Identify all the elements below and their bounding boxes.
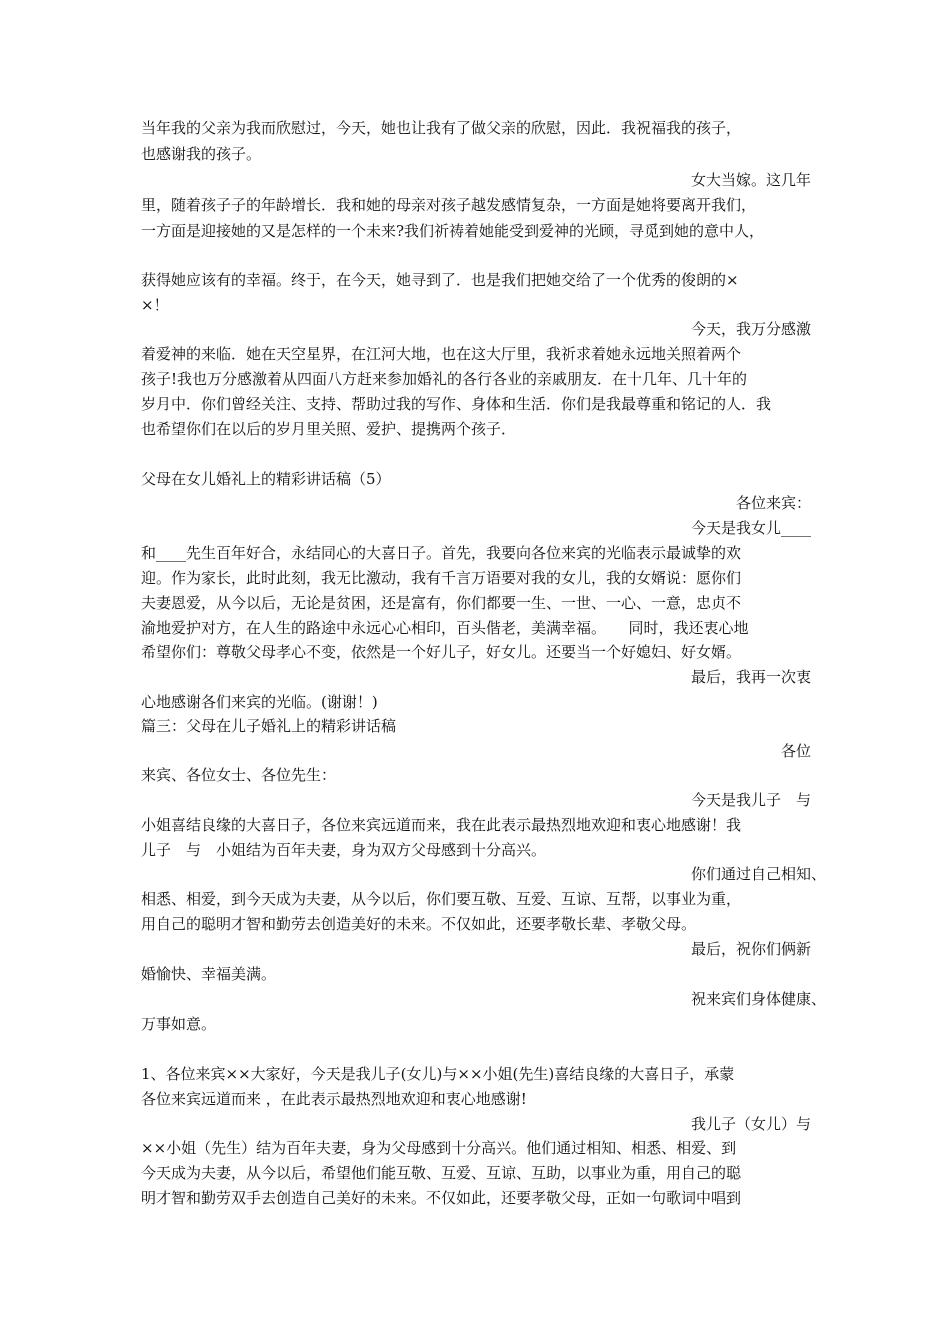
text-line: 最后，我再一次衷: [690, 668, 811, 686]
text-line: 也感谢我的孩子。: [141, 145, 262, 163]
text-line: 今天是我儿子 与: [690, 791, 811, 809]
text-line: 今天是我女儿____: [690, 519, 811, 537]
text-line: 今天，我万分感激: [690, 320, 811, 338]
text-line: 来宾、各位女士、各位先生：: [141, 766, 337, 784]
text-line: 着爱神的来临．她在天空星界，在江河大地，也在这大厅里，我祈求着她永远地关照着两个: [141, 345, 742, 363]
text-line: 明才智和勤劳双手去创造自己美好的未来。不仅如此，还要孝敬父母，正如一句歌词中唱到: [141, 1189, 742, 1207]
text-line: 心地感谢各们来宾的光临。(谢谢！): [141, 693, 378, 711]
text-line: 各位: [780, 742, 811, 760]
text-line: 一方面是迎接她的又是怎样的一个未来?我们祈祷着她能受到爱神的光顾，寻觅到她的意中人，: [141, 222, 765, 240]
text-line: 夫妻恩爱，从今以后，无论是贫困，还是富有，你们都要一生、一世、一心、一意，忠贞不: [141, 594, 742, 612]
text-line: 和____先生百年好合，永结同心的大喜日子。首先，我要向各位来宾的光临表示最诚挚的欢: [141, 544, 742, 562]
text-line: 小姐喜结良缘的大喜日子，各位来宾远道而来，我在此表示最热烈地欢迎和衷心地感谢！我: [141, 816, 742, 834]
text-line: 万事如意。: [141, 1015, 217, 1033]
text-line: ×！: [141, 296, 169, 314]
section-heading: 篇三：父母在儿子婚礼上的精彩讲话稿: [141, 717, 397, 735]
text-line: 我儿子（女儿）与: [690, 1115, 811, 1133]
text-line: 当年我的父亲为我而欣慰过，今天，她也让我有了做父亲的欣慰，因此．我祝福我的孩子，: [141, 119, 742, 137]
text-line: 孩子!我也万分感激着从四面八方赶来参加婚礼的各行各业的亲戚朋友．在十几年、几十年的: [141, 370, 748, 388]
text-line: 各位来宾远道而来 ，在此表示最热烈地欢迎和衷心地感谢!: [141, 1090, 527, 1108]
text-line: 最后，祝你们俩新: [690, 940, 811, 958]
section-heading: 父母在女儿婚礼上的精彩讲话稿（5）: [141, 470, 391, 488]
text-line: 婚愉快、幸福美满。: [141, 965, 277, 983]
text-line: 儿子 与 小姐结为百年夫妻，身为双方父母感到十分高兴。: [141, 841, 547, 859]
text-line: 祝来宾们身体健康、: [690, 990, 826, 1008]
text-line: 迎。作为家长，此时此刻，我无比激动，我有千言万语要对我的女儿，我的女婿说：愿你们: [141, 569, 742, 587]
text-line: 相悉、相爱，到今天成为夫妻，从今以后，你们要互敬、互爱、互谅、互帮，以事业为重，: [141, 890, 742, 908]
text-line: 各位来宾：: [735, 494, 811, 512]
text-line: 渝地爱护对方，在人生的路途中永远心心相印，百头偕老，美满幸福。 同时，我还衷心地: [141, 619, 749, 637]
text-line: 你们通过自己相知、: [690, 865, 826, 883]
text-line: 也希望你们在以后的岁月里关照、爱护、提携两个孩子．: [141, 420, 517, 438]
text-line: 女大当嫁。这几年: [690, 171, 811, 189]
text-line: 获得她应该有的幸福。终于，在今天，她寻到了．也是我们把她交给了一个优秀的俊朗的×: [141, 271, 739, 289]
text-line: 里，随着孩子子的年龄增长．我和她的母亲对孩子越发感情复杂，一方面是她将要离开我们，: [141, 196, 757, 214]
text-line: 用自己的聪明才智和勤劳去创造美好的未来。不仅如此，还要孝敬长辈、孝敬父母。: [141, 915, 697, 933]
text-line: 希望你们：尊敬父母孝心不变，依然是一个好儿子，好女儿。还要当一个好媳妇、好女婿。: [141, 643, 742, 661]
text-line: 岁月中．你们曾经关注、支持、帮助过我的写作、身体和生活．你们是我最尊重和铭记的人．我: [141, 395, 772, 413]
text-line: 1、各位来宾××大家好，今天是我儿子(女儿)与××小姐(先生)喜结良缘的大喜日子，承蒙: [141, 1065, 735, 1083]
text-line: 今天成为夫妻，从今以后，希望他们能互敬、互爱、互谅、互助，以事业为重，用自己的聪: [141, 1164, 742, 1182]
text-line: ××小姐（先生）结为百年夫妻，身为父母感到十分高兴。他们通过相知、相悉、相爱、到: [141, 1139, 737, 1157]
